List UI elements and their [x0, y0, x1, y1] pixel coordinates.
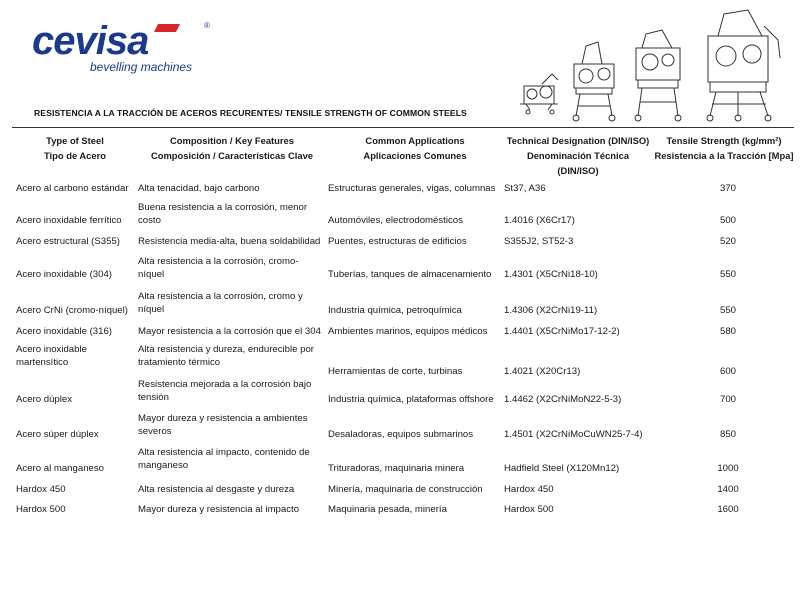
cell-tensile-strength: 370	[719, 183, 736, 194]
cell-designation: 1.4301 (X5CrNi18-10)	[504, 269, 598, 280]
brand-name: cevisa	[32, 19, 149, 63]
cell-type: Acero súper dúplex	[16, 429, 99, 440]
cell-tensile-strength: 850	[719, 429, 736, 440]
cell-designation: Hadfield Steel (X120Mn12)	[504, 463, 620, 474]
cell-type: Acero inoxidable (316)	[16, 326, 112, 337]
cell-type: Acero inoxidable (304)	[16, 269, 112, 280]
cell-designation: 1.4501 (X2CrNiMoCuWN25-7-4)	[504, 429, 643, 440]
cell-applications: Tuberías, tanques de almacenamiento	[328, 269, 492, 280]
table-row	[12, 179, 794, 195]
cell-composition: Alta resistencia a la corrosión, cromo y níquel	[138, 291, 303, 315]
cell-applications: Puentes, estructuras de edificios	[328, 236, 467, 247]
cell-type: Acero dúplex	[16, 394, 72, 405]
cell-composition: Resistencia media-alta, buena soldabilidad	[138, 236, 321, 247]
cell-tensile-strength: 580	[719, 326, 736, 337]
cell-composition: Alta resistencia a la corrosión, cromo-níquel	[138, 256, 299, 280]
cell-composition: Alta resistencia al impacto, contenido de manganeso	[138, 447, 310, 471]
cell-designation: Hardox 500	[504, 504, 554, 515]
machine-drawing-medium	[573, 42, 615, 121]
cell-designation: Hardox 450	[504, 484, 554, 495]
table-row	[12, 322, 794, 338]
cell-composition: Mayor dureza y resistencia al impacto	[138, 504, 300, 515]
cell-designation: S355J2, ST52-3	[504, 236, 574, 247]
cell-type: Acero CrNi (cromo-níquel)	[16, 305, 128, 316]
cevisa-logo	[30, 14, 220, 78]
cell-applications: Desaladoras, equipos submarinos	[328, 429, 474, 440]
cell-type: Acero inoxidable martensítico	[16, 344, 87, 368]
cell-type: Acero al manganeso	[16, 463, 104, 474]
machines-illustration	[512, 6, 800, 124]
table-row	[12, 342, 794, 377]
cell-tensile-strength: 550	[719, 305, 736, 316]
cell-designation: 1.4021 (X20Cr13)	[504, 366, 581, 377]
cell-composition: Resistencia mejorada a la corrosión bajo tensión	[138, 379, 312, 403]
table-row	[12, 288, 794, 318]
cell-composition: Alta resistencia al desgaste y dureza	[138, 484, 295, 495]
table-row	[12, 378, 794, 406]
machine-drawing-large	[635, 30, 681, 121]
cell-type: Hardox 450	[16, 484, 66, 495]
cell-tensile-strength: 1000	[717, 463, 739, 474]
table-row	[12, 412, 794, 442]
cell-applications: Minería, maquinaria de construcción	[328, 484, 483, 495]
cell-tensile-strength: 1600	[717, 504, 739, 515]
table-row	[12, 200, 794, 228]
cell-tensile-strength: 1400	[717, 484, 739, 495]
cell-tensile-strength: 520	[719, 236, 736, 247]
cell-applications: Herramientas de corte, turbinas	[328, 366, 463, 377]
cell-applications: Maquinaria pesada, minería	[328, 504, 447, 515]
header-designation: Technical Designation (DIN/ISO) Denominación Técnica (DIN/ISO)	[506, 135, 650, 176]
cell-designation: St37, A36	[504, 183, 546, 194]
machine-drawing-xlarge	[707, 10, 780, 121]
cell-composition: Buena resistencia a la corrosión, menor costo	[138, 202, 308, 226]
cell-tensile-strength: 550	[719, 269, 736, 280]
table-header	[12, 133, 794, 179]
header-divider	[12, 127, 794, 128]
cell-composition: Alta tenacidad, bajo carbono	[138, 183, 260, 194]
header-type: Type of Steel Tipo de Acero	[44, 135, 106, 161]
cell-applications: Ambientes marinos, equipos médicos	[328, 326, 488, 337]
cell-applications: Estructuras generales, vigas, columnas	[328, 183, 496, 194]
registered-mark: ®	[204, 21, 210, 30]
header-tensile-strength: Tensile Strength (kg/mm²) Resistencia a la Tracción [Mpa]	[654, 135, 794, 161]
cell-designation: 1.4462 (X2CrNiMoN22-5-3)	[504, 394, 622, 405]
cell-composition: Alta resistencia y dureza, endurecible por tratamiento térmico	[138, 344, 314, 368]
table-row	[12, 500, 794, 516]
header-composition: Composition / Key Features Composición / Características Clave	[150, 135, 314, 161]
cell-applications: Automóviles, electrodomésticos	[328, 215, 463, 226]
brand-tagline: bevelling machines	[90, 60, 193, 74]
cell-applications: Trituradoras, maquinaria minera	[328, 463, 465, 474]
machine-drawing-small	[520, 74, 558, 114]
cell-designation: 1.4306 (X2CrNi19-11)	[504, 305, 598, 316]
document-title: RESISTENCIA A LA TRACCIÓN DE ACEROS RECURENTES/ TENSILE STRENGTH OF COMMON STEELS	[34, 108, 467, 118]
cell-designation: 1.4401 (X5CrNiMo17-12-2)	[504, 326, 620, 337]
cell-type: Acero inoxidable ferrítico	[16, 215, 122, 226]
cell-composition: Mayor resistencia a la corrosión que el 304	[138, 326, 321, 337]
cell-tensile-strength: 500	[719, 215, 736, 226]
cell-type: Acero estructural (S355)	[16, 236, 120, 247]
cell-type: Hardox 500	[16, 504, 66, 515]
logo-accent-mark	[154, 24, 180, 32]
table-row	[12, 252, 794, 282]
table-row	[12, 480, 794, 496]
cell-tensile-strength: 700	[719, 394, 736, 405]
header-applications: Common Applications Aplicaciones Comunes	[363, 135, 467, 161]
brand-logo	[30, 14, 220, 78]
table-row	[12, 446, 794, 476]
table-row	[12, 232, 794, 248]
cell-applications: Industria química, petroquímica	[328, 305, 462, 316]
cell-applications: Industria química, plataformas offshore	[328, 394, 494, 405]
cell-designation: 1.4016 (X6Cr17)	[504, 215, 575, 226]
cell-composition: Mayor dureza y resistencia a ambientes severos	[138, 413, 308, 437]
cell-tensile-strength: 600	[719, 366, 736, 377]
cell-type: Acero al carbono estándar	[16, 183, 129, 194]
